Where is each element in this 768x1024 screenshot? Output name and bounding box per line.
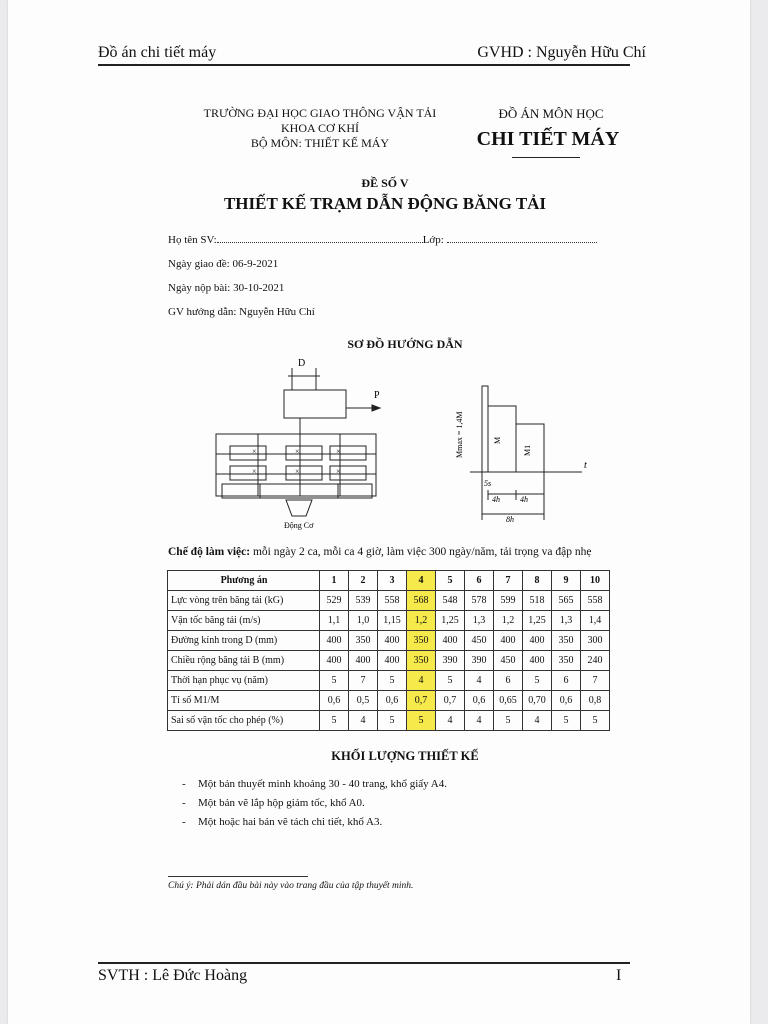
table-cell: 5 <box>378 671 407 691</box>
table-cell-highlighted: 5 <box>407 711 436 731</box>
dim-8h: 8h <box>506 515 514 524</box>
note-divider <box>168 876 308 877</box>
row-label: Đường kính trong D (mm) <box>168 631 320 651</box>
table-cell: 7 <box>349 671 378 691</box>
col-header: 7 <box>494 571 523 591</box>
page-number: I <box>616 967 622 984</box>
svg-text:×: × <box>252 447 257 456</box>
table-cell: 548 <box>436 591 465 611</box>
table-cell: 350 <box>552 651 581 671</box>
table-cell: 0,5 <box>349 691 378 711</box>
student-name-row <box>168 233 597 246</box>
table-cell: 0,70 <box>523 691 552 711</box>
submitted-date: Ngày nộp bài: 30-10-2021 <box>168 282 285 294</box>
project-title: CHI TIẾT MÁY <box>476 128 620 150</box>
conveyor-drum <box>284 368 380 432</box>
table-cell: 400 <box>494 631 523 651</box>
col-header: 3 <box>378 571 407 591</box>
school-name: TRƯỜNG ĐẠI HỌC GIAO THÔNG VẬN TẢI <box>203 106 437 120</box>
svg-text:×: × <box>336 467 341 476</box>
table-row <box>168 711 610 731</box>
footer-student: SVTH : Lê Đức Hoàng <box>98 967 248 984</box>
project-underline <box>512 157 580 158</box>
student-name-label: Họ tên SV: <box>168 234 217 246</box>
table-cell: 450 <box>465 631 494 651</box>
work-mode-label: Chế độ làm việc: <box>168 546 251 558</box>
table-cell: 400 <box>378 631 407 651</box>
faculty-name: KHOA CƠ KHÍ <box>281 121 359 135</box>
table-cell: 6 <box>494 671 523 691</box>
table-cell: 558 <box>581 591 610 611</box>
svg-text:×: × <box>252 467 257 476</box>
table-cell: 578 <box>465 591 494 611</box>
col-header: 9 <box>552 571 581 591</box>
list-item: - Một bản vẽ lắp hộp giảm tốc, khổ A0. <box>182 794 447 813</box>
table-cell: 1,3 <box>552 611 581 631</box>
project-subtitle: ĐỒ ÁN MÔN HỌC <box>498 106 604 121</box>
work-mode <box>168 546 638 558</box>
belt-drive <box>222 484 372 516</box>
table-row <box>168 651 610 671</box>
instructor-line: GV hướng dẫn: Nguyễn Hữu Chí <box>168 306 315 318</box>
table-cell-highlighted: 4 <box>407 671 436 691</box>
table-cell: 5 <box>436 671 465 691</box>
table-cell-highlighted: 350 <box>407 651 436 671</box>
table-cell: 300 <box>581 631 610 651</box>
row-label: Lực vòng trên băng tải (kG) <box>168 591 320 611</box>
table-cell: 0,8 <box>581 691 610 711</box>
table-cell: 4 <box>465 671 494 691</box>
diagram-title: SƠ ĐỒ HƯỚNG DẪN <box>347 337 463 351</box>
table-cell: 1,15 <box>378 611 407 631</box>
table-row <box>168 611 610 631</box>
class-label: Lớp: <box>422 234 444 246</box>
student-name-blank <box>217 233 423 243</box>
note-text: Chú ý: Phải dán đầu bài này vào trang đầu của tập thuyết minh. <box>168 881 414 891</box>
table-row <box>168 691 610 711</box>
table-cell: 1,4 <box>581 611 610 631</box>
motor-label: Động Cơ <box>284 521 314 530</box>
table-cell: 0,6 <box>378 691 407 711</box>
table-cell: 400 <box>436 631 465 651</box>
table-cell-highlighted: 568 <box>407 591 436 611</box>
table-cell: 5 <box>581 711 610 731</box>
dim-5s: 5s <box>484 479 492 488</box>
header-divider <box>98 64 630 66</box>
list-item: - Một hoặc hai bản vẽ tách chi tiết, khổ A3. <box>182 813 447 832</box>
table-cell: 1,25 <box>436 611 465 631</box>
col-header-highlighted: 4 <box>407 571 436 591</box>
table-cell: 0,6 <box>320 691 349 711</box>
row-label: Vận tốc băng tải (m/s) <box>168 611 320 631</box>
table-cell: 7 <box>581 671 610 691</box>
table-cell: 1,2 <box>494 611 523 631</box>
table-cell: 539 <box>349 591 378 611</box>
table-cell: 400 <box>349 651 378 671</box>
table-cell: 390 <box>436 651 465 671</box>
table-cell: 529 <box>320 591 349 611</box>
header-title: Đồ án chi tiết máy <box>98 44 217 61</box>
table-cell: 5 <box>378 711 407 731</box>
col-header: 8 <box>523 571 552 591</box>
table-cell: 558 <box>378 591 407 611</box>
work-mode-text: mỗi ngày 2 ca, mỗi ca 4 giờ, làm việc 300 ngày/năm, tải trọng va đập nhẹ <box>250 546 592 558</box>
gearbox <box>216 428 376 496</box>
table-cell: 5 <box>552 711 581 731</box>
dim-4h-b: 4h <box>520 495 528 504</box>
table-cell-highlighted: 350 <box>407 631 436 651</box>
assignment-number: ĐỀ SỐ V <box>361 176 409 190</box>
table-cell: 400 <box>320 631 349 651</box>
col-header: 1 <box>320 571 349 591</box>
table-cell: 5 <box>320 671 349 691</box>
time-axis-label: t <box>584 460 587 471</box>
list-item: - Một bản thuyết minh khoảng 30 - 40 trang, khổ giấy A4. <box>182 775 447 794</box>
options-table <box>167 570 610 731</box>
table-cell: 240 <box>581 651 610 671</box>
footer-divider <box>98 962 630 964</box>
drive-diagram <box>200 350 600 540</box>
school-block <box>170 106 470 151</box>
table-cell: 0,6 <box>552 691 581 711</box>
table-cell: 565 <box>552 591 581 611</box>
table-cell: 450 <box>494 651 523 671</box>
class-blank <box>447 233 597 243</box>
table-cell: 400 <box>523 651 552 671</box>
deliverables-title: KHỐI LƯỢNG THIẾT KẾ <box>331 749 479 763</box>
table-cell: 5 <box>494 711 523 731</box>
table-header-row <box>168 571 610 591</box>
table-cell: 400 <box>320 651 349 671</box>
table-cell: 390 <box>465 651 494 671</box>
col-header: 6 <box>465 571 494 591</box>
deliverables-list <box>182 775 447 832</box>
department-name: BỘ MÔN: THIẾT KẾ MÁY <box>250 136 390 150</box>
svg-text:×: × <box>336 447 341 456</box>
table-cell: 599 <box>494 591 523 611</box>
col-header: 5 <box>436 571 465 591</box>
table-cell: 1,1 <box>320 611 349 631</box>
force-label: P <box>374 390 380 401</box>
table-cell: 0,6 <box>465 691 494 711</box>
assigned-date: Ngày giao đề: 06-9-2021 <box>168 258 279 270</box>
table-cell: 350 <box>552 631 581 651</box>
table-cell: 518 <box>523 591 552 611</box>
table-cell: 5 <box>523 671 552 691</box>
table-cell: 5 <box>320 711 349 731</box>
table-cell: 1,0 <box>349 611 378 631</box>
col-header: 10 <box>581 571 610 591</box>
table-cell: 400 <box>523 631 552 651</box>
table-row <box>168 591 610 611</box>
table-cell: 1,3 <box>465 611 494 631</box>
table-cell: 6 <box>552 671 581 691</box>
svg-text:×: × <box>295 467 300 476</box>
table-row <box>168 631 610 651</box>
row-label: Thời hạn phục vụ (năm) <box>168 671 320 691</box>
table-cell-highlighted: 1,2 <box>407 611 436 631</box>
svg-text:×: × <box>295 447 300 456</box>
table-cell: 4 <box>523 711 552 731</box>
drum-diameter-label: D <box>298 358 306 369</box>
row-label: Chiều rộng băng tải B (mm) <box>168 651 320 671</box>
table-cell-highlighted: 0,7 <box>407 691 436 711</box>
table-cell: 4 <box>436 711 465 731</box>
table-cell: 400 <box>378 651 407 671</box>
table-cell: 0,7 <box>436 691 465 711</box>
table-header-label: Phương án <box>168 571 320 591</box>
table-cell: 350 <box>349 631 378 651</box>
m1-label: M1 <box>523 444 532 456</box>
table-cell: 0,65 <box>494 691 523 711</box>
m-label: M <box>493 436 502 444</box>
mmax-label: Mmax = 1,4M <box>455 411 464 458</box>
table-row <box>168 671 610 691</box>
assignment-title: THIẾT KẾ TRẠM DẪN ĐỘNG BĂNG TẢI <box>223 194 547 213</box>
header-instructor: GVHD : Nguyễn Hữu Chí <box>477 44 646 61</box>
table-cell: 1,25 <box>523 611 552 631</box>
table-cell: 4 <box>349 711 378 731</box>
table-cell: 4 <box>465 711 494 731</box>
col-header: 2 <box>349 571 378 591</box>
row-label: Sai số vận tốc cho phép (%) <box>168 711 320 731</box>
row-label: Tỉ số M1/M <box>168 691 320 711</box>
dim-4h-a: 4h <box>492 495 500 504</box>
